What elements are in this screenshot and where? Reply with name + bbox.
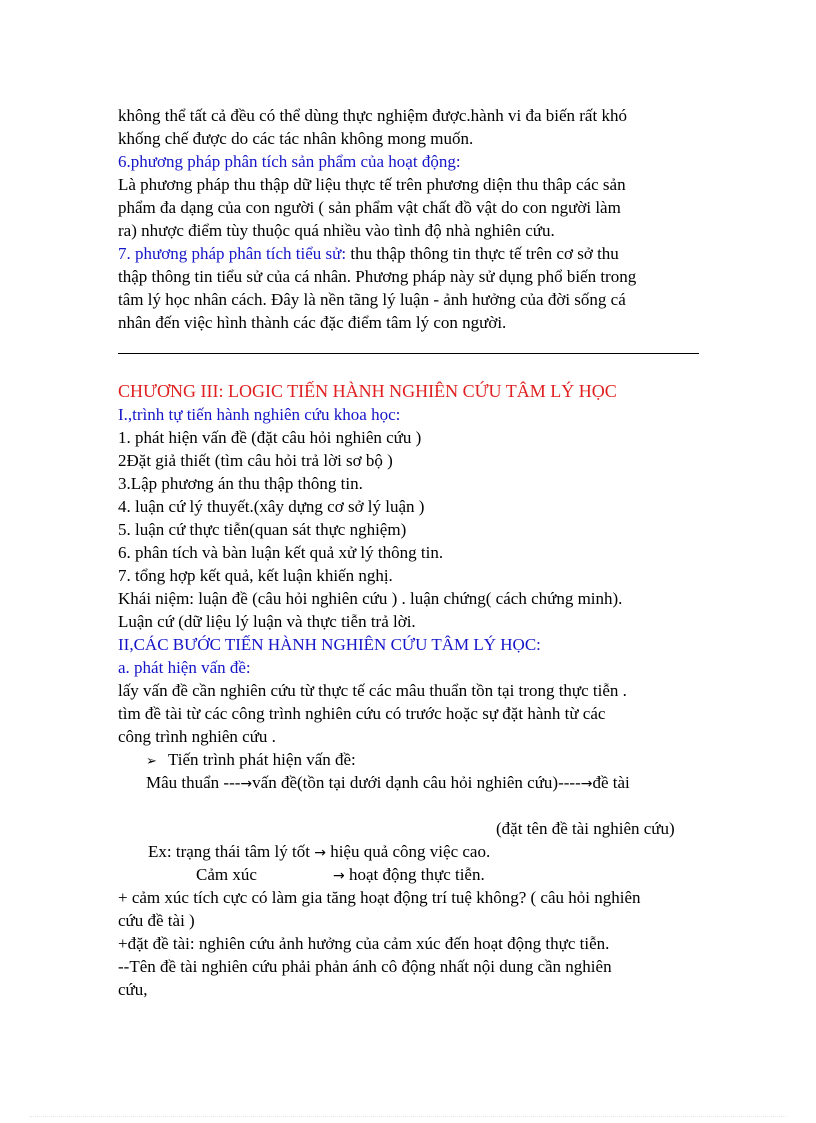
paragraph-line: thập thông tin tiểu sử của cá nhân. Phương pháp này sử dụng phổ biến trong [118,267,637,286]
paragraph-line: ra) nhược điểm tùy thuộc quá nhiều vào tình độ nhà nghiên cứu. [118,221,555,240]
paragraph-line: tâm lý học nhân cách. Đây là nền tãng lý luận - ảnh hưởng của đời sống cá [118,290,626,309]
arrow-icon: → [580,776,593,792]
arrow-icon: → [314,845,326,861]
flow-text: đề tài [592,773,630,792]
list-item: 6. phân tích và bàn luận kết quả xử lý thông tin. [118,543,444,562]
example-line [148,840,490,865]
paragraph-line: Là phương pháp thu thập dữ liệu thực tế trên phương diện thu thâp các sản [118,175,626,194]
paragraph-line: --Tên đề tài nghiên cứu phải phản ánh cô động nhất nội dung cần nghiên [118,957,612,976]
list-item: 1. phát hiện vấn đề (đặt câu hỏi nghiên cứu ) [118,428,422,447]
chapter-title: CHƯƠNG III: LOGIC TIẾN HÀNH NGHIÊN CỨU TÂM LÝ HỌC [118,381,617,401]
paragraph-line: lấy vấn đề cần nghiên cứu từ thực tế các mâu thuẩn tồn tại trong thực tiễn . [118,681,627,700]
horizontal-rule [118,353,699,354]
arrow-icon: → [240,776,253,792]
paragraph-line: không thể tất cả đều có thể dùng thực nghiệm được.hành vi đa biến rất khó [118,106,627,125]
arrow-icon: → [333,868,345,884]
example-line [333,863,485,888]
subsection-heading: a. phát hiện vấn đề: [118,658,251,677]
example-text: Cảm xúc [196,865,257,884]
list-item: 7. tổng hợp kết quả, kết luận khiến nghị. [118,566,393,585]
flow-text: vấn đề(tồn tại dưới dạnh câu hỏi nghiên cứu)---- [252,773,581,792]
example-text: hiệu quả công việc cao. [325,842,491,861]
section-heading: II,CÁC BƯỚC TIẾN HÀNH NGHIÊN CỨU TÂM LÝ HỌC: [118,635,541,654]
paragraph-line: + cảm xúc tích cực có làm gia tăng hoạt động trí tuệ không? ( câu hỏi nghiên [118,888,641,907]
bullet-text: Tiến trình phát hiện vấn đề: [168,750,356,769]
example-text: Ex: trạng thái tâm lý tốt [148,842,315,861]
section-heading: I.,trình tự tiến hành nghiên cứu khoa học: [118,405,401,424]
paragraph-line: tìm đề tài từ các công trình nghiên cứu có trước hoặc sự đặt hành từ các [118,704,606,723]
paragraph-line: cứu đề tài ) [118,911,195,930]
flow-note: (đặt tên đề tài nghiên cứu) [496,819,675,838]
flow-text: Mâu thuẩn --- [146,773,241,792]
arrow-bullet-icon: ➢ [146,754,157,769]
list-item: 5. luận cứ thực tiễn(quan sát thực nghiệm) [118,520,407,539]
list-item: 2Đặt giả thiết (tìm câu hỏi trả lời sơ bộ ) [118,451,393,470]
paragraph-text: thu thập thông tin thực tế trên cơ sở thu [346,244,619,263]
page-edge-divider [30,1116,786,1117]
flow-line [146,771,630,796]
paragraph-line: nhân đến việc hình thành các đặc điểm tâm lý con người. [118,313,507,332]
paragraph-line: phẩm đa dạng của con người ( sản phẩm vật chất đồ vật do con người làm [118,198,621,217]
example-line [196,863,257,886]
section-heading: 6.phương pháp phân tích sản phẩm của hoạt động: [118,152,461,171]
paragraph-line: Khái niệm: luận đề (câu hỏi nghiên cứu ) . luận chứng( cách chứng minh). [118,589,623,608]
section-heading: 7. phương pháp phân tích tiểu sử: [118,244,347,263]
paragraph-line: khống chế được do các tác nhân không mong muốn. [118,129,474,148]
list-item: 3.Lập phương án thu thập thông tin. [118,474,363,493]
paragraph-line [118,242,619,265]
paragraph-line: Luận cứ (dữ liệu lý luận và thực tiễn trả lời. [118,612,416,631]
paragraph-line: cứu, [118,980,148,999]
paragraph-line: công trình nghiên cứu . [118,727,276,746]
example-text: hoạt động thực tiễn. [344,865,485,884]
list-item: 4. luận cứ lý thuyết.(xây dựng cơ sở lý luận ) [118,497,425,516]
bullet-line [146,748,356,773]
paragraph-line: +đặt đề tài: nghiên cứu ảnh hưởng của cảm xúc đến hoạt động thực tiễn. [118,934,610,953]
